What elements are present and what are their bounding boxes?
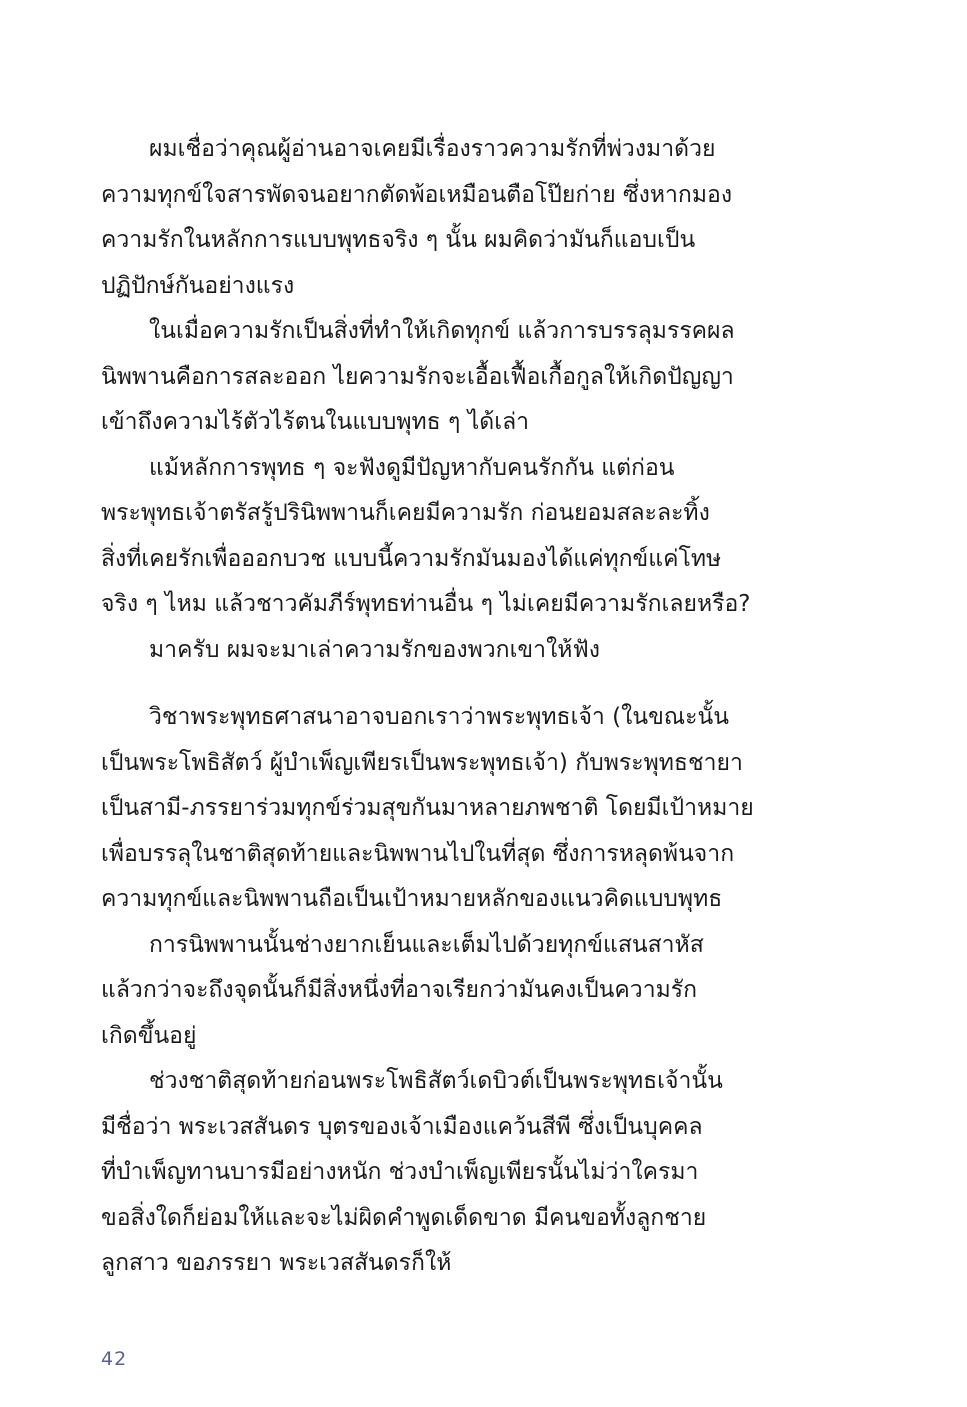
paragraph-line: สิ่งที่เคยรักเพื่อออกบวช แบบนี้ความรักมันมองได้แค่ทุกข์แค่โทษ xyxy=(101,545,722,572)
paragraph-line: เป็นพระโพธิสัตว์ ผู้บำเพ็ญเพียรเป็นพระพุทธเจ้า) กับพระพุทธชายา xyxy=(101,749,743,776)
paragraph-line: ความทุกข์ใจสารพัดจนอยากตัดพ้อเหมือนตือโป๊ยก่าย ซึ่งหากมอง xyxy=(101,181,733,208)
paragraph-line: ผมเชื่อว่าคุณผู้อ่านอาจเคยมีเรื่องราวความรักที่พ่วงมาด้วย xyxy=(149,136,716,162)
paragraph-line: ช่วงชาติสุดท้ายก่อนพระโพธิสัตว์เดบิวต์เป็นพระพุทธเจ้านั้น xyxy=(149,1068,723,1094)
paragraph-line: ขอสิ่งใดก็ย่อมให้และจะไม่ผิดคำพูดเด็ดขาด มีคนขอทั้งลูกชาย xyxy=(101,1204,707,1231)
paragraph-line: แม้หลักการพุทธ ๆ จะฟังดูมีปัญหากับคนรักกัน แต่ก่อน xyxy=(149,454,675,481)
paragraph-line: แล้วกว่าจะถึงจุดนั้นก็มีสิ่งหนึ่งที่อาจเรียกว่ามันคงเป็นความรัก xyxy=(101,977,698,1003)
text-section-2 xyxy=(101,695,789,1287)
paragraph-line: วิชาพระพุทธศาสนาอาจบอกเราว่าพระพุทธเจ้า (ในขณะนั้น xyxy=(149,704,729,730)
paragraph-line: จริง ๆ ไหม แล้วชาวคัมภีร์พุทธท่านอื่น ๆ ไม่เคยมีความรักเลยหรือ? xyxy=(101,591,751,617)
text-section-1 xyxy=(101,127,789,673)
paragraph-line: การนิพพานนั้นช่างยากเย็นและเต็มไปด้วยทุกข์แสนสาหัส xyxy=(149,931,704,958)
paragraph-line: นิพพานคือการสละออก ไยความรักจะเอื้อเฟื้อเกื้อกูลให้เกิดปัญญา xyxy=(101,363,734,390)
paragraph-line: เพื่อบรรลุในชาติสุดท้ายและนิพพานไปในที่สุด ซึ่งการหลุดพ้นจาก xyxy=(101,840,735,867)
paragraph-line: เกิดขึ้นอยู่ xyxy=(101,1022,197,1049)
paragraph-line: ในเมื่อความรักเป็นสิ่งที่ทำให้เกิดทุกข์ แล้วการบรรลุมรรคผล xyxy=(149,318,735,344)
paragraph-line: มีชื่อว่า พระเวสสันดร บุตรของเจ้าเมืองแคว้นสีพี ซึ่งเป็นบุคคล xyxy=(101,1113,703,1140)
paragraph-line: ที่บำเพ็ญทานบารมีอย่างหนัก ช่วงบำเพ็ญเพียรนั้นไม่ว่าใครมา xyxy=(101,1159,699,1185)
paragraph-line: มาครับ ผมจะมาเล่าความรักของพวกเขาให้ฟัง xyxy=(149,636,600,663)
paragraph-line: พระพุทธเจ้าตรัสรู้ปรินิพพานก็เคยมีความรัก ก่อนยอมสละละทิ้ง xyxy=(101,500,710,526)
paragraph-line: ความทุกข์และนิพพานถือเป็นเป้าหมายหลักของแนวคิดแบบพุทธ xyxy=(101,886,723,912)
page-number: 42 xyxy=(101,1348,128,1370)
paragraph-line: ความรักในหลักการแบบพุทธจริง ๆ นั้น ผมคิดว่ามันก็แอบเป็น xyxy=(101,227,696,253)
paragraph-line: ปฏิปักษ์กันอย่างแรง xyxy=(101,272,295,299)
paragraph-line: เข้าถึงความไร้ตัวไร้ตนในแบบพุทธ ๆ ได้เล่า xyxy=(101,409,530,435)
paragraph-line: เป็นสามี-ภรรยาร่วมทุกข์ร่วมสุขกันมาหลายภพชาติ โดยมีเป้าหมาย xyxy=(101,795,754,821)
paragraph-line: ลูกสาว ขอภรรยา พระเวสสันดรก็ให้ xyxy=(101,1250,452,1276)
